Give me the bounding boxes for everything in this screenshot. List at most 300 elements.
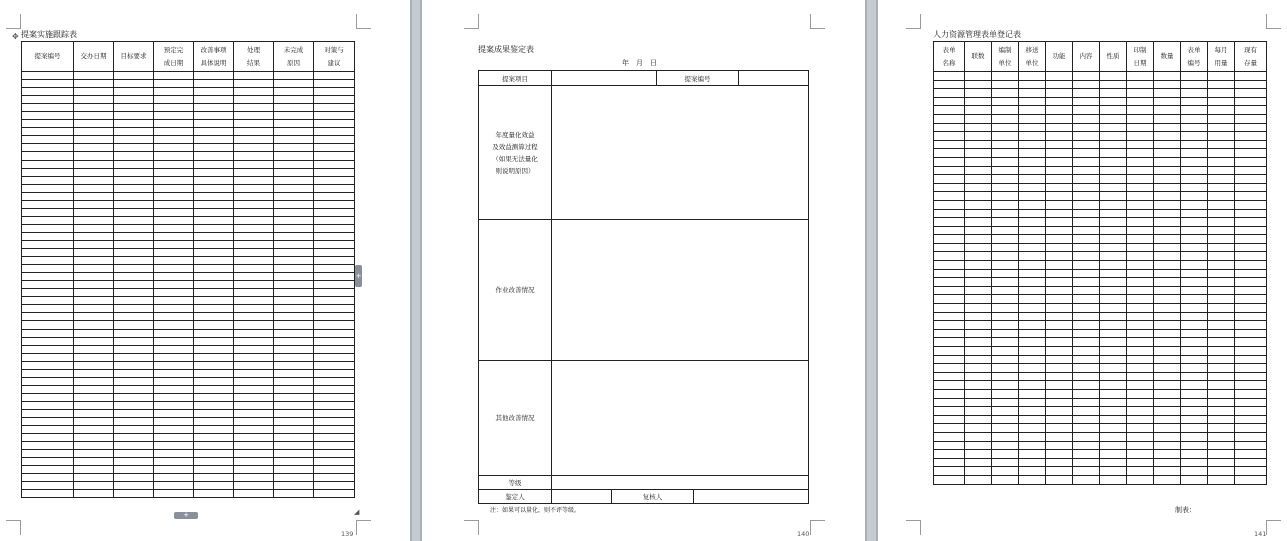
table-cell[interactable] xyxy=(114,466,154,474)
table-cell[interactable] xyxy=(992,261,1019,270)
table-cell[interactable] xyxy=(934,329,965,338)
table-cell[interactable] xyxy=(992,80,1019,89)
table-cell[interactable] xyxy=(114,160,154,168)
table-cell[interactable] xyxy=(1235,243,1267,252)
table-cell[interactable] xyxy=(74,426,114,434)
table-cell[interactable] xyxy=(234,224,274,232)
table-cell[interactable] xyxy=(992,243,1019,252)
table-cell[interactable] xyxy=(965,347,992,356)
table-cell[interactable] xyxy=(1154,261,1181,270)
table-cell[interactable] xyxy=(274,273,314,281)
table-move-handle-icon[interactable]: ✥ xyxy=(12,32,19,41)
table-cell[interactable] xyxy=(234,466,274,474)
table-cell[interactable] xyxy=(194,377,234,385)
table-cell[interactable] xyxy=(1100,458,1127,467)
table-cell[interactable] xyxy=(934,123,965,132)
table-cell[interactable] xyxy=(1100,97,1127,106)
table-cell[interactable] xyxy=(1073,252,1100,261)
table-cell[interactable] xyxy=(1208,72,1235,81)
table-cell[interactable] xyxy=(1181,114,1208,123)
table-cell[interactable] xyxy=(992,432,1019,441)
table-cell[interactable] xyxy=(992,415,1019,424)
table-cell[interactable] xyxy=(1181,166,1208,175)
table-cell[interactable] xyxy=(314,305,355,313)
table-cell[interactable] xyxy=(1073,261,1100,270)
table-cell[interactable] xyxy=(934,458,965,467)
table-cell[interactable] xyxy=(314,434,355,442)
table-cell[interactable] xyxy=(1073,235,1100,244)
table-cell[interactable] xyxy=(114,321,154,329)
table-cell[interactable] xyxy=(965,175,992,184)
table-cell[interactable] xyxy=(1100,286,1127,295)
table-cell[interactable] xyxy=(1208,226,1235,235)
table-cell[interactable] xyxy=(234,281,274,289)
table-cell[interactable] xyxy=(1235,157,1267,166)
table-cell[interactable] xyxy=(154,176,194,184)
table-cell[interactable] xyxy=(274,80,314,88)
table-cell[interactable] xyxy=(1046,183,1073,192)
table-cell[interactable] xyxy=(194,273,234,281)
table-cell[interactable] xyxy=(934,106,965,115)
table-cell[interactable] xyxy=(965,364,992,373)
table-cell[interactable] xyxy=(992,355,1019,364)
table-cell[interactable] xyxy=(1235,407,1267,416)
table-cell[interactable] xyxy=(194,200,234,208)
table-cell[interactable] xyxy=(1235,329,1267,338)
table-cell[interactable] xyxy=(74,216,114,224)
table-cell[interactable] xyxy=(154,144,194,152)
table-cell[interactable] xyxy=(1100,389,1127,398)
table-cell[interactable] xyxy=(274,152,314,160)
table-cell[interactable] xyxy=(1073,278,1100,287)
table-cell[interactable] xyxy=(1127,321,1154,330)
table-cell[interactable] xyxy=(234,120,274,128)
table-cell[interactable] xyxy=(274,257,314,265)
table-cell[interactable] xyxy=(965,432,992,441)
table-cell[interactable] xyxy=(1073,329,1100,338)
table-cell[interactable] xyxy=(1208,166,1235,175)
table-cell[interactable] xyxy=(234,482,274,490)
table-cell[interactable] xyxy=(965,441,992,450)
table-cell[interactable] xyxy=(1100,183,1127,192)
table-cell[interactable] xyxy=(234,273,274,281)
table-cell[interactable] xyxy=(1100,269,1127,278)
table-cell[interactable] xyxy=(74,88,114,96)
table-cell[interactable] xyxy=(314,104,355,112)
table-cell[interactable] xyxy=(965,149,992,158)
table-cell[interactable] xyxy=(1208,278,1235,287)
table-cell[interactable] xyxy=(1127,407,1154,416)
table-cell[interactable] xyxy=(1046,450,1073,459)
table-cell[interactable] xyxy=(22,321,74,329)
table-cell[interactable] xyxy=(1208,450,1235,459)
table-cell[interactable] xyxy=(22,112,74,120)
table-cell[interactable] xyxy=(965,407,992,416)
table-cell[interactable] xyxy=(154,442,194,450)
table-cell[interactable] xyxy=(1046,209,1073,218)
table-cell[interactable] xyxy=(1019,450,1046,459)
table-cell[interactable] xyxy=(234,409,274,417)
table-cell[interactable] xyxy=(22,224,74,232)
table-cell[interactable] xyxy=(1181,252,1208,261)
table-cell[interactable] xyxy=(1046,441,1073,450)
table-cell[interactable] xyxy=(314,426,355,434)
table-cell[interactable] xyxy=(234,458,274,466)
table-cell[interactable] xyxy=(1046,149,1073,158)
table-cell[interactable] xyxy=(1154,338,1181,347)
table-cell[interactable] xyxy=(274,369,314,377)
table-cell[interactable] xyxy=(992,329,1019,338)
table-cell[interactable] xyxy=(1046,364,1073,373)
table-cell[interactable] xyxy=(1154,252,1181,261)
table-cell[interactable] xyxy=(1019,192,1046,201)
table-cell[interactable] xyxy=(114,80,154,88)
table-cell[interactable] xyxy=(74,450,114,458)
table-cell[interactable] xyxy=(934,372,965,381)
table-cell[interactable] xyxy=(1127,389,1154,398)
table-cell[interactable] xyxy=(1208,149,1235,158)
table-cell[interactable] xyxy=(314,490,355,498)
table-cell[interactable] xyxy=(194,265,234,273)
table-cell[interactable] xyxy=(274,466,314,474)
table-cell[interactable] xyxy=(22,490,74,498)
table-cell[interactable] xyxy=(1208,175,1235,184)
table-cell[interactable] xyxy=(1154,89,1181,98)
table-cell[interactable] xyxy=(234,426,274,434)
table-cell[interactable] xyxy=(154,200,194,208)
table-cell[interactable] xyxy=(1181,441,1208,450)
table-cell[interactable] xyxy=(1019,364,1046,373)
table-cell[interactable] xyxy=(1100,304,1127,313)
table-cell[interactable] xyxy=(22,426,74,434)
table-cell[interactable] xyxy=(234,80,274,88)
table-cell[interactable] xyxy=(1208,80,1235,89)
table-cell[interactable] xyxy=(1127,166,1154,175)
table-cell[interactable] xyxy=(1235,389,1267,398)
table-cell[interactable] xyxy=(22,450,74,458)
table-cell[interactable] xyxy=(1208,243,1235,252)
table-cell[interactable] xyxy=(934,132,965,141)
table-cell[interactable] xyxy=(194,216,234,224)
table-cell[interactable] xyxy=(1154,192,1181,201)
table-cell[interactable] xyxy=(274,418,314,426)
table-cell[interactable] xyxy=(1181,407,1208,416)
table-cell[interactable] xyxy=(1100,261,1127,270)
table-cell[interactable] xyxy=(314,353,355,361)
table-cell[interactable] xyxy=(934,80,965,89)
table-cell[interactable] xyxy=(1019,235,1046,244)
table-cell[interactable] xyxy=(1100,132,1127,141)
table-cell[interactable] xyxy=(1073,381,1100,390)
table-cell[interactable] xyxy=(1127,140,1154,149)
table-cell[interactable] xyxy=(992,269,1019,278)
table-cell[interactable] xyxy=(234,385,274,393)
table-cell[interactable] xyxy=(1181,432,1208,441)
table-cell[interactable] xyxy=(1181,347,1208,356)
table-cell[interactable] xyxy=(1208,467,1235,476)
table-cell[interactable] xyxy=(194,232,234,240)
table-cell[interactable] xyxy=(22,273,74,281)
table-cell[interactable] xyxy=(965,252,992,261)
table-cell[interactable] xyxy=(1208,475,1235,484)
table-cell[interactable] xyxy=(274,144,314,152)
table-cell[interactable] xyxy=(1046,243,1073,252)
table-cell[interactable] xyxy=(154,337,194,345)
table-cell[interactable] xyxy=(1181,269,1208,278)
table-cell[interactable] xyxy=(1235,149,1267,158)
table-cell[interactable] xyxy=(1046,347,1073,356)
table-cell[interactable] xyxy=(1046,398,1073,407)
table-cell[interactable] xyxy=(1154,218,1181,227)
table-cell[interactable] xyxy=(1154,295,1181,304)
table-cell[interactable] xyxy=(965,235,992,244)
table-cell[interactable] xyxy=(1154,226,1181,235)
table-cell[interactable] xyxy=(965,132,992,141)
table-cell[interactable] xyxy=(22,160,74,168)
table-cell[interactable] xyxy=(1154,183,1181,192)
table-cell[interactable] xyxy=(1235,415,1267,424)
table-cell[interactable] xyxy=(194,88,234,96)
table-cell[interactable] xyxy=(1019,338,1046,347)
table-cell[interactable] xyxy=(965,123,992,132)
table-cell[interactable] xyxy=(1154,200,1181,209)
table-cell[interactable] xyxy=(1100,80,1127,89)
table-cell[interactable] xyxy=(1100,450,1127,459)
table-cell[interactable] xyxy=(1046,89,1073,98)
table-cell[interactable] xyxy=(314,232,355,240)
table-cell[interactable] xyxy=(1181,321,1208,330)
table-cell[interactable] xyxy=(1208,432,1235,441)
table-cell[interactable] xyxy=(1100,235,1127,244)
table-cell[interactable] xyxy=(154,184,194,192)
table-cell[interactable] xyxy=(992,458,1019,467)
table-cell[interactable] xyxy=(1127,432,1154,441)
table-cell[interactable] xyxy=(74,466,114,474)
table-cell[interactable] xyxy=(314,128,355,136)
table-cell[interactable] xyxy=(1154,467,1181,476)
table-cell[interactable] xyxy=(114,458,154,466)
table-cell[interactable] xyxy=(154,208,194,216)
operation-section-content[interactable] xyxy=(552,220,809,361)
table-cell[interactable] xyxy=(1235,321,1267,330)
table-cell[interactable] xyxy=(1127,398,1154,407)
table-cell[interactable] xyxy=(154,160,194,168)
table-cell[interactable] xyxy=(965,467,992,476)
table-cell[interactable] xyxy=(1154,364,1181,373)
table-cell[interactable] xyxy=(22,265,74,273)
table-cell[interactable] xyxy=(22,152,74,160)
table-cell[interactable] xyxy=(1208,381,1235,390)
table-cell[interactable] xyxy=(1127,475,1154,484)
table-cell[interactable] xyxy=(992,89,1019,98)
table-cell[interactable] xyxy=(1181,97,1208,106)
table-cell[interactable] xyxy=(1019,407,1046,416)
table-cell[interactable] xyxy=(992,235,1019,244)
table-cell[interactable] xyxy=(22,216,74,224)
table-cell[interactable] xyxy=(992,218,1019,227)
table-cell[interactable] xyxy=(1181,312,1208,321)
table-cell[interactable] xyxy=(274,353,314,361)
table-cell[interactable] xyxy=(114,474,154,482)
table-cell[interactable] xyxy=(154,289,194,297)
table-cell[interactable] xyxy=(194,144,234,152)
table-cell[interactable] xyxy=(234,418,274,426)
table-cell[interactable] xyxy=(314,401,355,409)
table-cell[interactable] xyxy=(965,304,992,313)
table-cell[interactable] xyxy=(154,401,194,409)
table-cell[interactable] xyxy=(1154,80,1181,89)
table-cell[interactable] xyxy=(1154,312,1181,321)
table-cell[interactable] xyxy=(114,345,154,353)
table-cell[interactable] xyxy=(965,475,992,484)
table-cell[interactable] xyxy=(1019,106,1046,115)
table-cell[interactable] xyxy=(154,216,194,224)
table-cell[interactable] xyxy=(1073,415,1100,424)
table-cell[interactable] xyxy=(1073,132,1100,141)
table-cell[interactable] xyxy=(74,168,114,176)
table-cell[interactable] xyxy=(114,313,154,321)
table-cell[interactable] xyxy=(154,345,194,353)
table-cell[interactable] xyxy=(274,297,314,305)
table-cell[interactable] xyxy=(1181,261,1208,270)
table-cell[interactable] xyxy=(194,490,234,498)
table-cell[interactable] xyxy=(1127,175,1154,184)
table-cell[interactable] xyxy=(74,273,114,281)
table-cell[interactable] xyxy=(114,168,154,176)
table-cell[interactable] xyxy=(1154,389,1181,398)
table-cell[interactable] xyxy=(194,289,234,297)
table-cell[interactable] xyxy=(314,482,355,490)
table-cell[interactable] xyxy=(1019,467,1046,476)
table-cell[interactable] xyxy=(234,450,274,458)
table-cell[interactable] xyxy=(22,297,74,305)
table-cell[interactable] xyxy=(1100,329,1127,338)
table-cell[interactable] xyxy=(1100,432,1127,441)
table-cell[interactable] xyxy=(1019,157,1046,166)
table-cell[interactable] xyxy=(1046,218,1073,227)
table-cell[interactable] xyxy=(1181,243,1208,252)
table-cell[interactable] xyxy=(1208,295,1235,304)
table-cell[interactable] xyxy=(154,313,194,321)
table-cell[interactable] xyxy=(22,305,74,313)
table-cell[interactable] xyxy=(934,192,965,201)
table-cell[interactable] xyxy=(234,112,274,120)
table-cell[interactable] xyxy=(114,232,154,240)
table-cell[interactable] xyxy=(992,149,1019,158)
table-cell[interactable] xyxy=(1073,441,1100,450)
table-cell[interactable] xyxy=(1100,312,1127,321)
table-cell[interactable] xyxy=(1019,347,1046,356)
table-cell[interactable] xyxy=(114,216,154,224)
table-cell[interactable] xyxy=(1127,415,1154,424)
table-cell[interactable] xyxy=(194,192,234,200)
table-cell[interactable] xyxy=(992,140,1019,149)
table-cell[interactable] xyxy=(1181,209,1208,218)
table-cell[interactable] xyxy=(992,278,1019,287)
table-cell[interactable] xyxy=(1073,269,1100,278)
table-cell[interactable] xyxy=(1208,355,1235,364)
table-cell[interactable] xyxy=(992,441,1019,450)
table-cell[interactable] xyxy=(314,297,355,305)
table-cell[interactable] xyxy=(1181,467,1208,476)
number-value[interactable] xyxy=(739,71,809,86)
table-cell[interactable] xyxy=(1208,132,1235,141)
table-cell[interactable] xyxy=(1127,381,1154,390)
table-cell[interactable] xyxy=(114,208,154,216)
reviewer-value[interactable] xyxy=(694,490,809,504)
table-cell[interactable] xyxy=(1019,226,1046,235)
table-cell[interactable] xyxy=(1046,192,1073,201)
table-cell[interactable] xyxy=(1046,432,1073,441)
table-cell[interactable] xyxy=(234,377,274,385)
table-cell[interactable] xyxy=(1208,89,1235,98)
table-cell[interactable] xyxy=(1235,80,1267,89)
table-cell[interactable] xyxy=(154,450,194,458)
table-cell[interactable] xyxy=(22,257,74,265)
table-cell[interactable] xyxy=(114,289,154,297)
table-cell[interactable] xyxy=(965,312,992,321)
table-cell[interactable] xyxy=(1154,72,1181,81)
table-cell[interactable] xyxy=(1181,398,1208,407)
table-cell[interactable] xyxy=(314,385,355,393)
table-cell[interactable] xyxy=(934,278,965,287)
table-cell[interactable] xyxy=(1154,347,1181,356)
table-cell[interactable] xyxy=(934,450,965,459)
table-cell[interactable] xyxy=(154,80,194,88)
table-cell[interactable] xyxy=(1046,252,1073,261)
table-cell[interactable] xyxy=(1208,304,1235,313)
table-cell[interactable] xyxy=(965,269,992,278)
table-cell[interactable] xyxy=(154,393,194,401)
table-cell[interactable] xyxy=(934,226,965,235)
table-cell[interactable] xyxy=(1127,347,1154,356)
table-cell[interactable] xyxy=(22,249,74,257)
table-cell[interactable] xyxy=(154,104,194,112)
table-cell[interactable] xyxy=(154,88,194,96)
table-cell[interactable] xyxy=(1046,355,1073,364)
table-cell[interactable] xyxy=(1208,329,1235,338)
table-cell[interactable] xyxy=(965,243,992,252)
table-cell[interactable] xyxy=(1100,424,1127,433)
table-cell[interactable] xyxy=(1046,235,1073,244)
table-cell[interactable] xyxy=(1154,450,1181,459)
table-cell[interactable] xyxy=(1127,72,1154,81)
table-cell[interactable] xyxy=(1019,304,1046,313)
table-cell[interactable] xyxy=(934,355,965,364)
table-cell[interactable] xyxy=(1235,441,1267,450)
table-cell[interactable] xyxy=(234,208,274,216)
table-cell[interactable] xyxy=(74,490,114,498)
table-cell[interactable] xyxy=(274,120,314,128)
table-cell[interactable] xyxy=(314,273,355,281)
table-cell[interactable] xyxy=(1100,200,1127,209)
table-cell[interactable] xyxy=(194,249,234,257)
table-cell[interactable] xyxy=(965,458,992,467)
table-cell[interactable] xyxy=(1100,106,1127,115)
table-cell[interactable] xyxy=(234,144,274,152)
table-cell[interactable] xyxy=(934,304,965,313)
table-cell[interactable] xyxy=(234,297,274,305)
table-cell[interactable] xyxy=(1100,123,1127,132)
table-cell[interactable] xyxy=(274,281,314,289)
table-cell[interactable] xyxy=(1127,114,1154,123)
table-cell[interactable] xyxy=(74,128,114,136)
table-cell[interactable] xyxy=(114,144,154,152)
table-cell[interactable] xyxy=(1019,312,1046,321)
table-cell[interactable] xyxy=(194,176,234,184)
table-cell[interactable] xyxy=(274,450,314,458)
table-cell[interactable] xyxy=(1073,364,1100,373)
